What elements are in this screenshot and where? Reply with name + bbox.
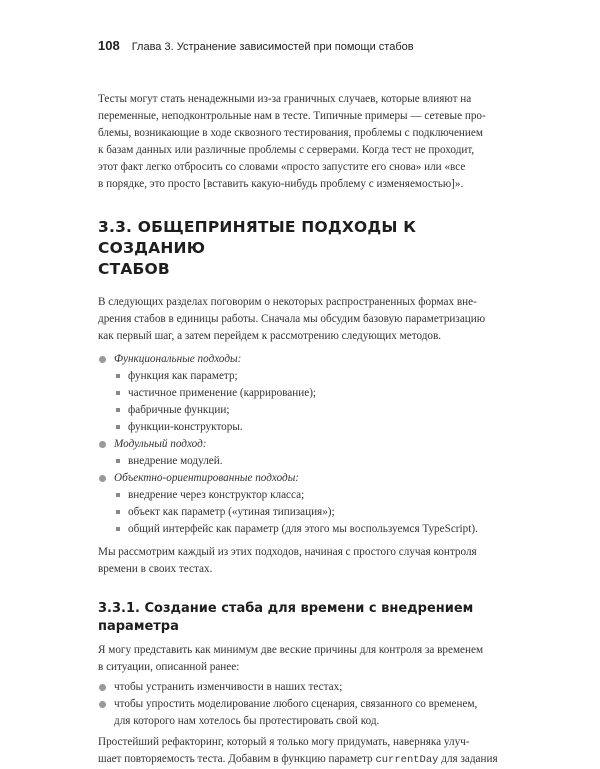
inline-code: currentDay — [375, 754, 439, 766]
square-bullet-icon — [116, 510, 120, 514]
text-line: блемы, возникающие в ходе сквозного тестирования, проблемы с подключением — [98, 127, 483, 139]
text-line: к базам данных или различные проблемы с серверами. Когда тест не проходит, — [98, 144, 475, 156]
sub-list — [114, 487, 504, 538]
list-item — [114, 419, 504, 436]
text-line: чтобы упростить моделирование любого сценария, связанного со временем, — [114, 698, 478, 710]
text-line: для которого нам хотелось бы протестировать свой код. — [114, 715, 380, 727]
square-bullet-icon — [116, 459, 120, 463]
list-item — [98, 470, 504, 538]
list-item — [114, 368, 504, 385]
sub-list — [114, 453, 504, 470]
text-line: В следующих разделах поговорим о некоторых распространенных формах вне- — [98, 296, 477, 308]
text-line: Тесты могут стать ненадежными из-за граничных случаев, которые влияют на — [98, 93, 472, 105]
section-heading — [98, 217, 504, 280]
text-line: Я могу представить как минимум две веские причины для контроля за временем — [98, 644, 484, 656]
section-intro-paragraph — [98, 294, 504, 345]
text-line: времени в своих тестах. — [98, 563, 213, 575]
item-text: внедрение через конструктор класса; — [128, 489, 305, 501]
item-text: фабричные функции; — [128, 404, 230, 416]
reasons-list — [98, 679, 504, 730]
square-bullet-icon — [116, 374, 120, 378]
approach-label: Модульный подход: — [114, 438, 207, 450]
item-text: функции-конструкторы. — [128, 421, 243, 433]
subsection-intro-paragraph — [98, 642, 504, 676]
square-bullet-icon — [116, 527, 120, 531]
text-line: как первый шаг, а затем перейдем к рассмотрению следующих методов. — [98, 330, 442, 342]
text-line: этот факт легко отбросить со словами «просто запустите его снова» или «все — [98, 161, 466, 173]
running-header — [98, 38, 504, 53]
approaches-list — [98, 351, 504, 538]
text-span: шает повторяемость теста. Добавим в функцию параметр — [98, 753, 376, 765]
list-item — [114, 487, 504, 504]
bullet-icon — [99, 701, 106, 708]
list-item — [98, 679, 504, 696]
text-line: Простейший рефакторинг, который я только могу придумать, наверняка улуч- — [98, 736, 470, 748]
heading-line: 3.3. ОБЩЕПРИНЯТЫЕ ПОДХОДЫ К СОЗДАНИЮ — [98, 218, 417, 257]
text-span: для задания — [438, 753, 498, 765]
text-line: дрения стабов в единицы работы. Сначала мы обсудим базовую параметризацию — [98, 313, 486, 325]
chapter-title: Глава 3. Устранение зависимостей при помощи стабов — [131, 41, 414, 53]
list-item — [114, 504, 504, 521]
square-bullet-icon — [116, 391, 120, 395]
text-line: чтобы устранить изменчивости в наших тестах; — [114, 681, 343, 693]
sub-list — [114, 368, 504, 436]
text-line: в ситуации, описанной ранее: — [98, 661, 240, 673]
bullet-icon — [99, 441, 106, 448]
refactoring-paragraph — [98, 734, 504, 769]
item-text: общий интерфейс как параметр (для этого мы воспользуемся TypeScript). — [128, 523, 478, 535]
approach-label: Объектно-ориентированные подходы: — [114, 472, 299, 484]
item-text: частичное применение (каррирование); — [128, 387, 317, 399]
square-bullet-icon — [116, 425, 120, 429]
subsection-heading — [98, 600, 504, 636]
page-number: 108 — [98, 38, 120, 53]
intro-paragraph — [98, 91, 504, 193]
text-line: в порядке, это просто [вставить какую-нибудь проблему с изменяемостью]». — [98, 178, 464, 190]
text-line: Мы рассмотрим каждый из этих подходов, начиная с простого случая контроля — [98, 546, 477, 558]
square-bullet-icon — [116, 493, 120, 497]
heading-line: 3.3.1. Создание стаба для времени с внедрением — [98, 601, 474, 616]
text-line — [98, 751, 504, 769]
book-page — [98, 38, 504, 769]
item-text: функция как параметр; — [128, 370, 238, 382]
approach-label: Функциональные подходы: — [114, 353, 242, 365]
bullet-icon — [99, 475, 106, 482]
bullet-icon — [99, 356, 106, 363]
list-item — [98, 696, 504, 730]
item-text: внедрение модулей. — [128, 455, 223, 467]
square-bullet-icon — [116, 408, 120, 412]
list-item — [114, 521, 504, 538]
heading-line: СТАБОВ — [98, 260, 170, 278]
list-item — [98, 436, 504, 470]
bullet-icon — [99, 684, 106, 691]
text-line: переменные, неподконтрольные нам в тесте. Типичные примеры — сетевые про- — [98, 110, 486, 122]
heading-line: параметра — [98, 619, 179, 634]
list-item — [98, 351, 504, 436]
list-item — [114, 453, 504, 470]
list-item — [114, 385, 504, 402]
approaches-summary-paragraph — [98, 544, 504, 578]
list-item — [114, 402, 504, 419]
item-text: объект как параметр («утиная типизация»); — [128, 506, 335, 518]
